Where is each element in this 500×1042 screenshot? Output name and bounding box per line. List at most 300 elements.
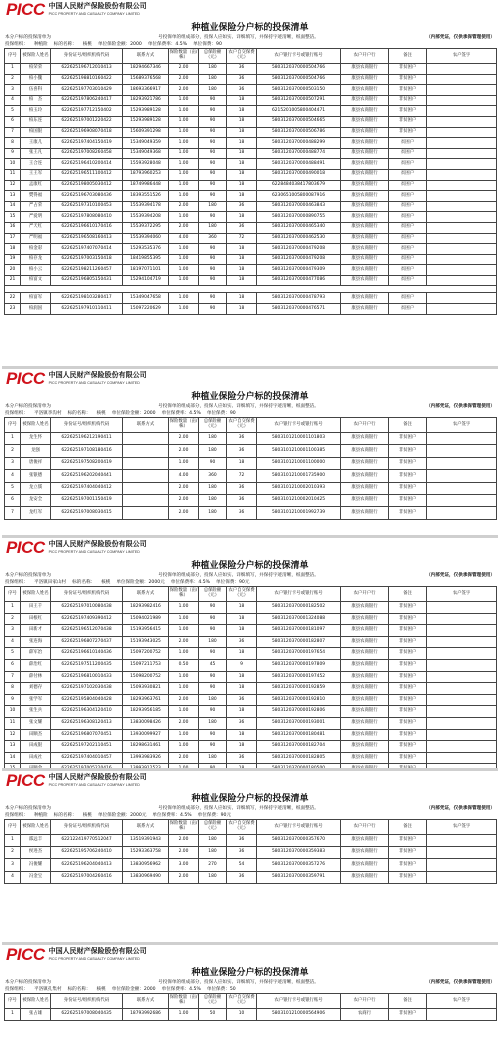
table-cell[interactable] xyxy=(427,212,497,223)
table-cell[interactable] xyxy=(427,602,497,614)
table-cell: 1.00 xyxy=(169,244,199,255)
table-cell: 90 xyxy=(199,254,227,265)
table-cell[interactable] xyxy=(427,74,497,85)
table-cell: 622625196807270437 xyxy=(51,636,123,648)
table-row xyxy=(5,74,497,85)
table-cell: 康县农商银行 xyxy=(341,482,389,494)
info-field: 投保组织： xyxy=(5,580,28,585)
table-cell: 622625197806240417 xyxy=(51,95,123,106)
table-cell[interactable] xyxy=(427,871,497,883)
table-cell[interactable] xyxy=(427,222,497,233)
company-name-cn: 中国人民财产保险股份有限公司 xyxy=(48,773,147,781)
document-title: 种植业保险分户标的投保清单 xyxy=(191,794,309,804)
table-cell: 36 xyxy=(227,445,257,457)
table-row xyxy=(5,169,497,180)
table-row xyxy=(5,470,497,482)
table-cell: 15097220629 xyxy=(123,304,169,315)
table-cell: 1.00 xyxy=(169,138,199,149)
table-cell[interactable] xyxy=(427,64,497,75)
table-cell: 5803101210002010425 xyxy=(257,494,341,506)
table-cell: 18693366917 xyxy=(123,85,169,96)
table-cell[interactable] xyxy=(427,613,497,625)
table-cell: 5803101210001100385 xyxy=(257,445,341,457)
info-line xyxy=(2,812,498,819)
info-field: 平洛镇田家山村 xyxy=(33,580,67,585)
table-cell: 7 xyxy=(5,127,21,138)
info-field: 单位保费率：4.5% xyxy=(161,987,201,992)
table-cell: 15293989128 xyxy=(123,106,169,117)
table-cell[interactable] xyxy=(427,127,497,138)
info-field: 单位保费：90元 xyxy=(197,813,232,818)
table-cell: 王康儿 xyxy=(21,138,51,149)
table-cell[interactable] xyxy=(427,265,497,276)
table-cell: 1.00 xyxy=(169,95,199,106)
table-cell: 15193943025 xyxy=(123,636,169,648)
table-cell[interactable] xyxy=(427,233,497,244)
table-cell[interactable] xyxy=(427,717,497,729)
table-row xyxy=(5,95,497,106)
table-cell: 2 xyxy=(5,613,21,625)
table-cell: 180 xyxy=(199,847,227,859)
table-cell: 5803101210000564906 xyxy=(257,1009,341,1021)
table-cell: 非贫困户 xyxy=(389,602,427,614)
table-row xyxy=(5,275,497,286)
table-cell: 康县农商银行 xyxy=(341,859,389,871)
table-cell[interactable] xyxy=(427,180,497,191)
table-cell: 50 xyxy=(199,1009,227,1021)
column-header: 农户签字 xyxy=(427,49,497,64)
table-cell: 90 xyxy=(199,138,227,149)
table-cell: 18 xyxy=(227,648,257,660)
table-cell: 15609391298 xyxy=(123,127,169,138)
table-cell xyxy=(123,457,169,469)
picc-logo: PICC xyxy=(6,771,45,790)
table-cell[interactable] xyxy=(427,293,497,304)
table-cell: 康县农商银行 xyxy=(341,694,389,706)
table-cell[interactable] xyxy=(427,275,497,286)
table-cell[interactable] xyxy=(427,482,497,494)
table-cell[interactable] xyxy=(427,671,497,683)
table-cell: 90 xyxy=(199,683,227,695)
table-cell: 622625196202040441 xyxy=(51,470,123,482)
table-cell: 非贫困户 xyxy=(389,494,427,506)
table-cell: 18 xyxy=(227,613,257,625)
table-cell: 622625197004260416 xyxy=(51,871,123,883)
table-cell: 非贫困户 xyxy=(389,717,427,729)
table-cell: 13930099927 xyxy=(123,729,169,741)
table-cell: 严明福 xyxy=(21,233,51,244)
table-cell: 90 xyxy=(199,648,227,660)
info-field: 单位保费：50 xyxy=(206,987,236,992)
roster-table xyxy=(4,819,497,884)
table-cell: 622625197108180416 xyxy=(51,445,123,457)
table-cell: 张生兵 xyxy=(21,706,51,718)
table-cell: 2.00 xyxy=(169,847,199,859)
table-cell[interactable] xyxy=(427,694,497,706)
table-cell[interactable] xyxy=(427,85,497,96)
table-cell[interactable] xyxy=(427,106,497,117)
table-cell: 柏润国 xyxy=(21,304,51,315)
table-row xyxy=(5,304,497,315)
company-header xyxy=(2,771,498,791)
table-cell: 非贫困户 xyxy=(389,470,427,482)
table-cell: 康县农商银行 xyxy=(341,613,389,625)
column-header: 农户银行卡号或银行账号 xyxy=(257,820,341,835)
table-cell[interactable] xyxy=(427,507,497,519)
column-header: 备注 xyxy=(389,418,427,433)
table-cell: 5803120370000192859 xyxy=(257,683,341,695)
info-field: 单位保费率：4.5% xyxy=(147,42,188,47)
table-cell: 康县农商银行 xyxy=(341,85,389,96)
intro-left: 本分户标的投保清单为 xyxy=(5,980,51,985)
table-cell: 17 xyxy=(5,233,21,244)
table-cell: 2.00 xyxy=(169,694,199,706)
table-cell: 10 xyxy=(5,159,21,170)
info-field: 单位保费率：4.5% xyxy=(152,813,192,818)
table-cell: 3 xyxy=(5,457,21,469)
table-cell: 农商行 xyxy=(341,1009,389,1021)
table-cell: 18293956185 xyxy=(123,706,169,718)
table-cell: 18 xyxy=(227,683,257,695)
table-cell: 2 xyxy=(5,445,21,457)
table-cell: 13519391943 xyxy=(123,835,169,847)
table-row xyxy=(5,1009,497,1021)
column-header: 身份证号/组织机构代码 xyxy=(51,820,123,835)
column-header: 被保险人姓名 xyxy=(21,994,51,1009)
table-header-row xyxy=(5,587,497,602)
table-cell: 18 xyxy=(227,293,257,304)
table-row xyxy=(5,127,497,138)
table-cell: 贫困户 xyxy=(389,222,427,233)
column-header: 备注 xyxy=(389,587,427,602)
column-header: 序号 xyxy=(5,49,21,64)
table-header-row xyxy=(5,49,497,64)
table-cell[interactable] xyxy=(427,683,497,695)
table-cell: 非贫困户 xyxy=(389,106,427,117)
table-cell[interactable] xyxy=(427,138,497,149)
column-header: 保险数量（亩/株） xyxy=(169,820,199,835)
table-cell: 4 xyxy=(5,95,21,106)
company-header xyxy=(2,945,498,965)
table-cell[interactable] xyxy=(427,847,497,859)
table-row xyxy=(5,212,497,223)
table-cell: 622625196703080436 xyxy=(51,191,123,202)
table-row xyxy=(5,254,497,265)
table-cell: 13993983926 xyxy=(123,752,169,764)
table-cell: 田根红 xyxy=(21,613,51,625)
table-cell: 非贫困户 xyxy=(389,1009,427,1021)
table-cell: 18 xyxy=(227,116,257,127)
column-header: 农户自交保费（元） xyxy=(227,994,257,1009)
column-header: 保险数量（亩/株） xyxy=(169,587,199,602)
table-cell: 4.00 xyxy=(169,233,199,244)
table-cell: 622625197001220422 xyxy=(51,116,123,127)
table-cell[interactable] xyxy=(427,752,497,764)
table-cell: 1.00 xyxy=(169,106,199,117)
intro-line xyxy=(2,572,498,579)
table-cell: 4 xyxy=(5,871,21,883)
table-cell: 36 xyxy=(227,847,257,859)
table-cell[interactable] xyxy=(427,254,497,265)
table-cell: 622625197102030438 xyxy=(51,683,123,695)
table-cell: 5803120370000476571 xyxy=(257,304,341,315)
table-cell: 贫困户 xyxy=(389,254,427,265)
table-cell: 非贫困户 xyxy=(389,457,427,469)
table-cell: 18 xyxy=(227,106,257,117)
info-field: 种植险 xyxy=(33,42,48,47)
column-header: 联系方式 xyxy=(123,587,169,602)
column-header: 农户银行卡号或银行账号 xyxy=(257,994,341,1009)
table-cell: 90 xyxy=(199,169,227,180)
column-header: 农户银行卡号或银行账号 xyxy=(257,587,341,602)
table-cell: 6 xyxy=(5,494,21,506)
info-field: 单位保险金额：2000元 xyxy=(116,580,165,585)
table-cell: 18 xyxy=(227,625,257,637)
table-cell[interactable] xyxy=(427,729,497,741)
table-cell: 622625198005030412 xyxy=(51,180,123,191)
table-cell[interactable] xyxy=(427,116,497,127)
table-cell: 18 xyxy=(227,602,257,614)
table-cell: 5803120370000359791 xyxy=(257,871,341,883)
table-cell: 15349049368 xyxy=(123,148,169,159)
intro-mid: 号投保单的组成部分，投保人应如实、详细填写，并保持字迹清晰，纸面整洁。 xyxy=(158,573,319,578)
table-cell: 非贫困户 xyxy=(389,507,427,519)
table-cell[interactable] xyxy=(427,648,497,660)
roster-table xyxy=(4,586,497,770)
table-cell: 622625196304120410 xyxy=(51,706,123,718)
table-cell: 21 xyxy=(5,275,21,286)
table-cell: 2 xyxy=(5,847,21,859)
table-cell[interactable] xyxy=(427,625,497,637)
column-header: 总保险额（元） xyxy=(199,49,227,64)
table-cell: 622625197703010429 xyxy=(51,85,123,96)
table-cell: 18793960253 xyxy=(123,169,169,180)
info-field: 单位保险金额：2000 xyxy=(111,987,156,992)
table-cell[interactable] xyxy=(427,659,497,671)
table-cell: 18419855395 xyxy=(123,254,169,265)
table-cell: 18293963761 xyxy=(123,694,169,706)
table-cell: 1.00 xyxy=(169,127,199,138)
table-cell: 康县农商银行 xyxy=(341,64,389,75)
table-cell: 柏金彩 xyxy=(21,244,51,255)
table-cell: 18393551526 xyxy=(123,191,169,202)
table-cell: 16 xyxy=(5,222,21,233)
table-cell: 5803120370000197809 xyxy=(257,659,341,671)
table-cell[interactable] xyxy=(427,433,497,445)
table-row xyxy=(5,85,497,96)
table-cell[interactable] xyxy=(427,457,497,469)
table-cell: 13 xyxy=(5,191,21,202)
table-cell: 康县农商银行 xyxy=(341,683,389,695)
table-cell: 康县农商银行 xyxy=(341,222,389,233)
column-header: 序号 xyxy=(5,587,21,602)
table-row xyxy=(5,835,497,847)
table-cell[interactable] xyxy=(427,201,497,212)
table-cell: 康县农商银行 xyxy=(341,212,389,223)
table-cell: 康县农商银行 xyxy=(341,191,389,202)
info-field: 核桃 xyxy=(82,813,92,818)
table-cell: 180 xyxy=(199,494,227,506)
table-cell: 18 xyxy=(227,275,257,286)
table-cell: 贫困户 xyxy=(389,304,427,315)
insurance-sheet xyxy=(2,768,498,944)
table-row xyxy=(5,847,497,859)
table-cell: 9 xyxy=(5,694,21,706)
table-cell: 18 xyxy=(227,180,257,191)
table-cell: 13830098426 xyxy=(123,717,169,729)
column-header: 联系方式 xyxy=(123,994,169,1009)
column-header: 农户自交保费（元） xyxy=(227,418,257,433)
company-name-en: PICC PROPERTY AND CASUALTY COMPANY LIMITED xyxy=(48,550,140,554)
table-row xyxy=(5,457,497,469)
table-cell: 18 xyxy=(227,169,257,180)
table-cell: 15349049359 xyxy=(123,138,169,149)
table-cell: 贫困户 xyxy=(389,191,427,202)
table-cell: 18 xyxy=(227,706,257,718)
table-cell[interactable] xyxy=(427,191,497,202)
table-cell: 90 xyxy=(199,625,227,637)
table-row xyxy=(5,138,497,149)
table-cell: 非贫困户 xyxy=(389,95,427,106)
table-cell: 5803120370000193001 xyxy=(257,717,341,729)
table-cell: 9 xyxy=(5,148,21,159)
table-cell: 5 xyxy=(5,648,21,660)
info-field: 单位保险金额：2000 xyxy=(111,411,156,416)
table-cell: 90 xyxy=(199,671,227,683)
table-cell: 360 xyxy=(199,233,227,244)
table-cell[interactable] xyxy=(427,835,497,847)
table-cell[interactable] xyxy=(427,445,497,457)
table-cell: 6 xyxy=(5,659,21,671)
table-cell: 18 xyxy=(227,671,257,683)
table-cell: 柏小云 xyxy=(21,265,51,276)
table-cell[interactable] xyxy=(427,304,497,315)
intro-line xyxy=(2,403,498,410)
table-cell: 1.00 xyxy=(169,180,199,191)
company-name-en: PICC PROPERTY AND CASUALTY COMPANY LIMITED xyxy=(48,957,140,961)
table-cell: 6 xyxy=(5,116,21,127)
table-cell[interactable] xyxy=(427,470,497,482)
table-cell: 5803101210001101803 xyxy=(257,433,341,445)
table-cell: 张学军 xyxy=(21,694,51,706)
table-cell: 非贫困户 xyxy=(389,847,427,859)
table-cell[interactable] xyxy=(427,636,497,648)
table-cell[interactable] xyxy=(427,159,497,170)
table-cell: 15593928048 xyxy=(123,159,169,170)
info-field: 投保组织： xyxy=(5,42,28,47)
table-cell: 严天红 xyxy=(21,222,51,233)
info-field: 核桃 xyxy=(96,987,106,992)
table-cell[interactable] xyxy=(427,95,497,106)
table-cell: 贫困户 xyxy=(389,233,427,244)
table-cell: 2.00 xyxy=(169,717,199,729)
table-cell: 36 xyxy=(227,85,257,96)
table-cell[interactable] xyxy=(427,741,497,753)
table-cell[interactable] xyxy=(427,1009,497,1021)
table-row xyxy=(5,106,497,117)
table-cell: 冯俊耀 xyxy=(21,859,51,871)
table-cell: 5803120370000479208 xyxy=(257,254,341,265)
table-cell[interactable] xyxy=(427,244,497,255)
column-header: 身份证号/组织机构代码 xyxy=(51,49,123,64)
table-cell: 622625197511200435 xyxy=(51,659,123,671)
table-cell: 2.00 xyxy=(169,74,199,85)
info-field: 单位保险金额：2000 xyxy=(97,42,142,47)
table-cell: 622625197003150418 xyxy=(51,254,123,265)
table-cell[interactable] xyxy=(427,859,497,871)
table-cell: 唐俊祥 xyxy=(21,457,51,469)
document-title: 种植业保险分户标的投保清单 xyxy=(191,23,309,33)
table-cell: 15094021989 xyxy=(123,613,169,625)
table-cell[interactable] xyxy=(427,494,497,506)
table-cell: 2.00 xyxy=(169,201,199,212)
table-cell: 柏富军 xyxy=(21,293,51,304)
table-cell: 90 xyxy=(199,180,227,191)
table-cell: 1.00 xyxy=(169,729,199,741)
roster-table xyxy=(4,48,497,315)
table-row xyxy=(5,671,497,683)
table-cell: 1.00 xyxy=(169,116,199,127)
table-row xyxy=(5,659,497,671)
table-cell[interactable] xyxy=(427,706,497,718)
table-cell: 贫困户 xyxy=(389,169,427,180)
table-cell: 贫困户 xyxy=(389,159,427,170)
table-cell: 康县农商银行 xyxy=(341,729,389,741)
table-cell: 非贫困户 xyxy=(389,671,427,683)
table-cell: 康县农商银行 xyxy=(341,648,389,660)
table-cell: 36 xyxy=(227,835,257,847)
table-cell: 180 xyxy=(199,64,227,75)
table-cell: 36 xyxy=(227,507,257,519)
intro-right: （内部凭证，仅供承保管理使用） xyxy=(426,35,495,40)
table-cell: 王王军 xyxy=(21,169,51,180)
table-cell: 1 xyxy=(5,1009,21,1021)
table-cell: 1 xyxy=(5,433,21,445)
table-cell: 田顺杰 xyxy=(21,729,51,741)
table-row xyxy=(5,694,497,706)
table-cell: 4.00 xyxy=(169,470,199,482)
row-separator xyxy=(5,286,497,293)
column-header: 身份证号/组织机构代码 xyxy=(51,587,123,602)
info-field: 单位保费率：4.5% xyxy=(161,411,201,416)
column-header: 保险数量（亩/株） xyxy=(169,49,199,64)
table-cell: 康县农商银行 xyxy=(341,127,389,138)
table-cell[interactable] xyxy=(427,148,497,159)
table-cell: 康县农商银行 xyxy=(341,265,389,276)
intro-right: （内部凭证，仅供承保管理使用） xyxy=(426,806,495,811)
table-row xyxy=(5,433,497,445)
table-cell: 18 xyxy=(227,304,257,315)
table-cell: 康县农商银行 xyxy=(341,116,389,127)
table-cell: 622625196308120413 xyxy=(51,717,123,729)
table-cell: 18 xyxy=(227,159,257,170)
table-header-row xyxy=(5,994,497,1009)
table-cell: 2.00 xyxy=(169,482,199,494)
table-cell: 15098200752 xyxy=(123,671,169,683)
info-field: 核桃 xyxy=(82,42,92,47)
table-cell: 柏东连 xyxy=(21,116,51,127)
table-cell: 刘德存 xyxy=(21,683,51,695)
table-cell[interactable] xyxy=(427,169,497,180)
table-cell: 2 xyxy=(5,74,21,85)
table-cell: 5803120370000181097 xyxy=(257,625,341,637)
table-cell: 7 xyxy=(5,507,21,519)
table-cell: 康县农商银行 xyxy=(341,95,389,106)
table-cell: 622625197404010457 xyxy=(51,752,123,764)
table-cell: 康县农商银行 xyxy=(341,507,389,519)
table-cell: 5 xyxy=(5,482,21,494)
intro-left: 本分户标的投保清单为 xyxy=(5,573,51,578)
